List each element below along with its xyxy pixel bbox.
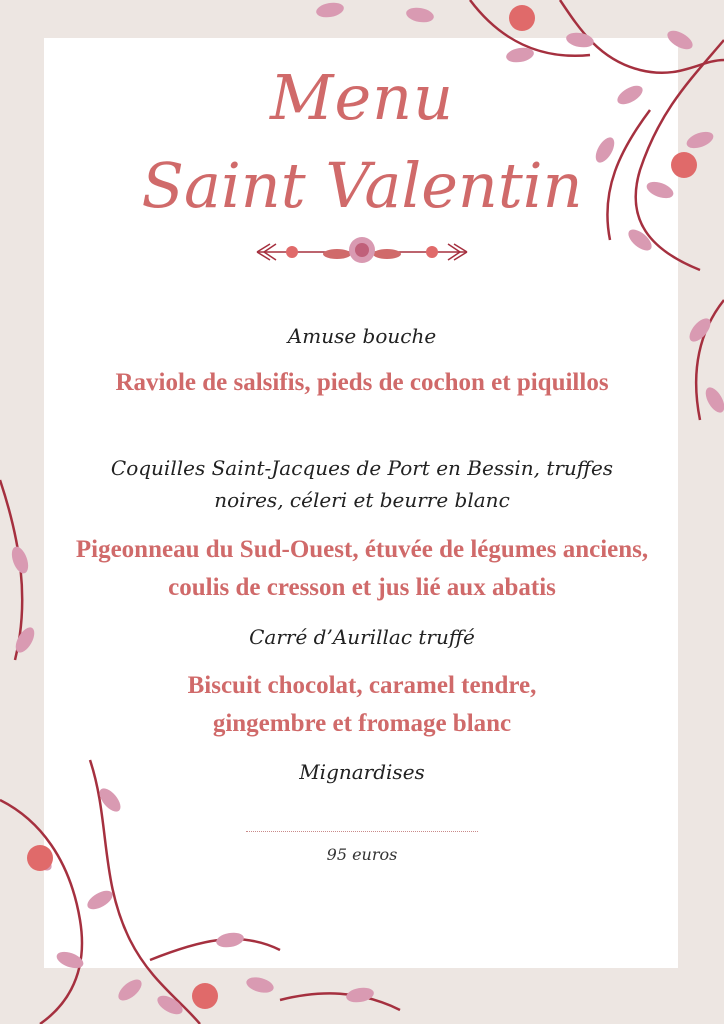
rose-ornament-icon <box>252 232 472 272</box>
menu-course-mignardises: Mignardises <box>299 760 425 784</box>
menu-title: Menu <box>269 61 455 134</box>
menu-course-amuse-bouche: Amuse bouche <box>287 324 437 348</box>
menu-course-carre: Carré d’Aurillac truffé <box>249 625 475 649</box>
menu-price: 95 euros <box>326 845 398 864</box>
price-divider <box>246 831 478 832</box>
menu-dish-raviole: Raviole de salsifis, pieds de cochon et piquillos <box>115 369 609 396</box>
menu-dish-pigeonneau: Pigeonneau du Sud-Ouest, étuvée de légumes anciens, coulis de cresson et jus lié aux abatis <box>75 536 649 601</box>
menu-course-coquilles: Coquilles Saint-Jacques de Port en Bessin, truffes noires, céleri et beurre blanc <box>110 456 614 512</box>
menu-dish-biscuit: Biscuit chocolat, caramel tendre, gingembre et fromage blanc <box>187 672 537 737</box>
menu-subtitle: Saint Valentin <box>141 149 583 222</box>
